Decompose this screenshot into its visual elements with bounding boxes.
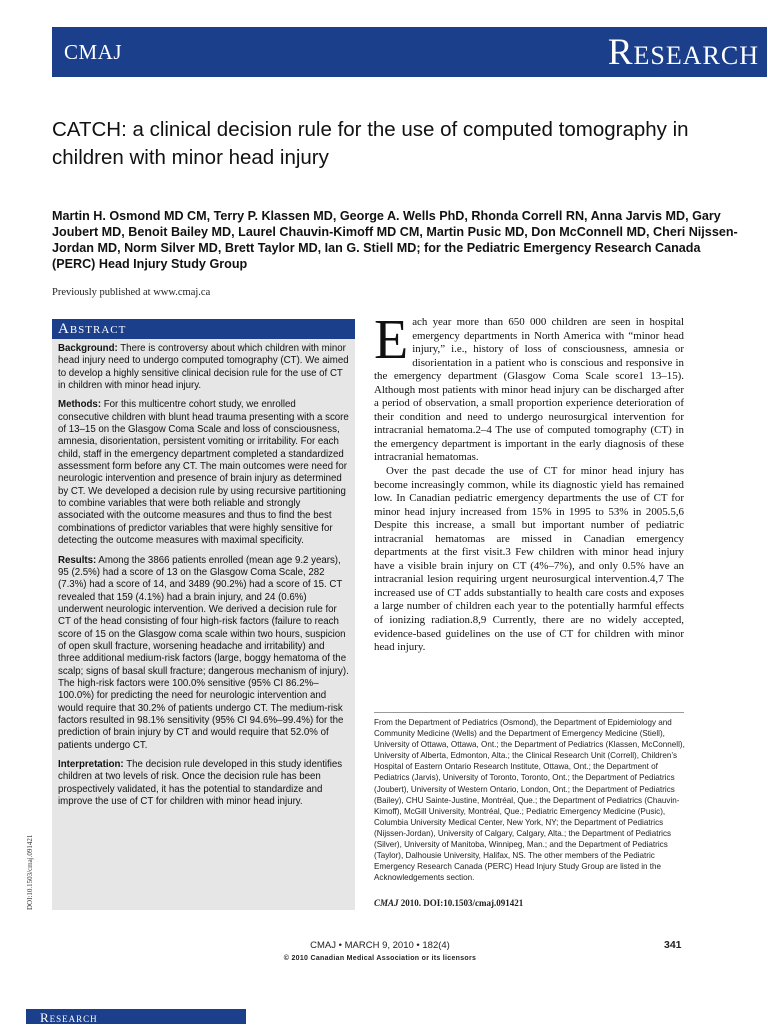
article-title: CATCH: a clinical decision rule for the use of computed tomography in children with minor head injury bbox=[52, 118, 689, 169]
author-list: Martin H. Osmond MD CM, Terry P. Klassen MD, George A. Wells PhD, Rhonda Correll RN, Anna Jarvis MD, Gary Joubert MD, Benoit Bailey MD, Laurel Chauvin-Kimoff MD CM, Martin Pusic MD, Don McConnell MD, Cheri Nijssen-Jordan MD, Norm Silver MD, Brett Taylor MD, Ian G. Stiell MD; for the Pediatric Emergency Research Canada (PERC) Head Injury Study Group bbox=[52, 209, 738, 271]
next-page-section-bar: Research bbox=[26, 1009, 246, 1024]
footer-issue: CMAJ • MARCH 9, 2010 • 182(4) bbox=[310, 940, 450, 951]
abstract-results bbox=[58, 555, 349, 753]
body-paragraph-1 bbox=[374, 309, 684, 465]
body-text bbox=[374, 309, 684, 655]
affiliations: From the Department of Pediatrics (Osmond), the Department of Epidemiology and Community Medicine (Wells) and the Department of Emergency Medicine (Stiell), University of Ottawa, Ottawa, Ont.; the Department of Pediatrics (Klassen, McConnell), University of Alberta, Edmonton, Alta.; the Clinical Research Unit (Correll), Children’s Hospital of Eastern Ontario Research Institute, Ottawa, Ont.; the Department of Pediatrics (Jarvis), University of Toronto, Toronto, Ont.; the Department of Pediatrics (Joubert), University of Western Ontario, London, Ont.; the Department of Pediatrics (Bailey), CHU Sainte-Justine, Montréal, Que.; the Department of Pediatrics (Chauvin-Kimoff), McGill University, Montréal, Que.; Pediatric Emergency Medicine (Pusic), Columbia University Medical Center, New York, NY; the Department of Pediatrics (Nijssen-Jordan), University of Calgary, Calgary, Alta.; the Department of Pediatrics (Silver), University of Manitoba, Winnipeg, Man.; and the Department of Pediatrics (Taylor), Dalhousie University, Halifax, NS. The other members of the Pediatric Emergency Research Canada (PERC) Head Injury Study Group are listed in the Acknowledgements section. bbox=[374, 718, 685, 883]
abstract-methods bbox=[58, 399, 349, 547]
abstract-body bbox=[52, 339, 355, 808]
results-text: Among the 3866 patients enrolled (mean age 9.2 years), 95 (2.5%) had a score of 13 on the Glasgow Coma Scale, 282 (7.3%) had a score of 14, and 3489 (90.2%) had a score of 15. CT revealed that 159 (4.1%) had a brain injury, and 24 (0.6%) underwent neurologic intervention. We derived a decision rule for CT of the head consisting of four high-risk factors (failure to reach score of 15 on the Glasgow coma scale within two hours, suspicion of open skull fracture, worsening headache and irritability) and three additional medium-risk factors (large, boggy hematoma of the scalp; signs of basal skull fracture; dangerous mechanism of injury). The high-risk factors were 100.0% sensitive (95% CI 86.2%–100.0%) for predicting the need for neurologic intervention and would require that 30.2% of patients undergo CT. The medium-risk factors resulted in 98.1% sensitivity (95% CI 94.6%–99.4%) for the prediction of brain injury by CT and would require that 52.0% of patients undergo CT. bbox=[58, 554, 349, 751]
citation bbox=[374, 898, 523, 908]
background-label: Background: bbox=[58, 343, 118, 354]
section-name: Research bbox=[607, 32, 759, 73]
results-label: Results: bbox=[58, 554, 97, 566]
body-paragraph-2: Over the past decade the use of CT for minor head injury has become increasingly common, while its diagnostic yield has remained low. In Canadian pediatric emergency departments the use of CT for minor head injury increased from 15% in 1995 to 53% in 2005.5,6 Despite this increase, a small but important number of pediatric intracranial hematomas are missed in Canadian emergency departments at the first visit.3 Few children with minor head injury have a visible brain injury on CT (4%–7%), and only 0.5% have an intracranial lesion requiring urgent neurosurgical intervention.4,7 The increased use of CT adds substantially to health care costs and exposes a large number of children each year to the potentially harmful effects of ionizing radiation.8,9 Currently, there are no widely accepted, evidence-based guidelines on the use of CT for children with minor head injury. bbox=[374, 465, 684, 654]
background-text: There is controversy about which children with minor head injury need to undergo computed tomography (CT). We aimed to develop a highly sensitive clinical decision rule for the use of CT in children with minor head injury. bbox=[58, 343, 349, 392]
citation-doi: 2010. DOI:10.1503/cmaj.091421 bbox=[398, 898, 524, 908]
journal-banner bbox=[52, 27, 767, 77]
abstract-interpretation bbox=[58, 759, 349, 808]
page-number: 341 bbox=[664, 939, 682, 951]
abstract-background bbox=[58, 343, 349, 392]
drop-cap: E bbox=[374, 309, 409, 371]
interpretation-text: The decision rule developed in this study identifies children at two levels of risk. Once the decision rule has been prospectively validated, it has the potential to standardize and improve the use of CT for children with minor head injury. bbox=[58, 759, 343, 808]
footer-copyright: © 2010 Canadian Medical Association or its licensors bbox=[283, 955, 477, 962]
abstract-box bbox=[52, 319, 355, 910]
side-doi: DOI:10.1503/cmaj.091421 bbox=[26, 834, 34, 910]
body-paragraph-1-text: ach year more than 650 000 children are seen in hospital emergency departments in North America with “minor head injury,” i.e., history of loss of consciousness, amnesia or disorientation in a patient who is conscious and responsive in the emergency department (Glasgow Coma Scale score1 13–15). Although most patients with minor head injury can be discharged after a period of observation, a small proportion experience deterioration of their condition and need to undergo neurosurgical intervention for intracranial hematoma.2–4 The use of computed tomography (CT) in the emergency department is important in the early diagnosis of these intracranial hematomas. bbox=[374, 316, 684, 464]
methods-label: Methods: bbox=[58, 399, 102, 411]
interpretation-label: Interpretation: bbox=[58, 759, 124, 770]
previously-published-note: Previously published at www.cmaj.ca bbox=[52, 287, 211, 298]
affiliations-divider bbox=[374, 712, 684, 713]
journal-name: CMAJ bbox=[64, 40, 123, 64]
citation-journal: CMAJ bbox=[374, 898, 399, 908]
abstract-heading: Abstract bbox=[52, 319, 355, 339]
methods-text: For this multicentre cohort study, we enrolled consecutive children with blunt head trauma presenting with a score of 13–15 on the Glasgow Coma Scale and loss of consciousness, amnesia, disorientation, persistent vomiting or irritability. For each child, staff in the emergency department completed a standardized assessment form before any CT. The main outcomes were need for neurologic intervention and presence of brain injury as determined by CT. We developed a decision rule by using recursive partitioning to combine variables that were both reliable and strongly associated with the outcome measures and thus to find the best combinations of predictor variables that were highly sensitive for detecting the outcome measures with maximal specificity. bbox=[58, 399, 349, 547]
